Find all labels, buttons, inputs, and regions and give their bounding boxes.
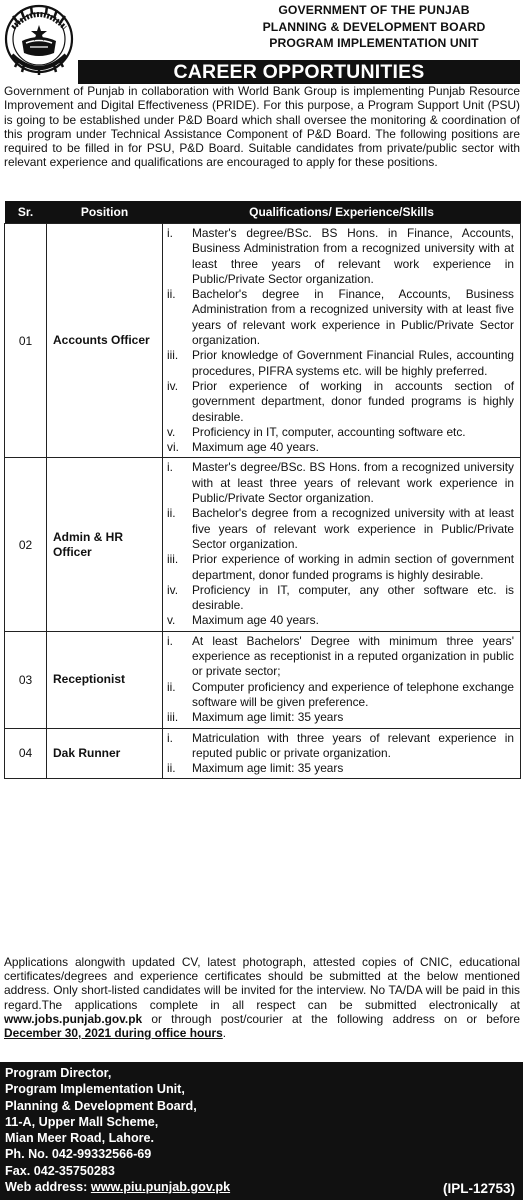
contact-line: Program Director,: [5, 1066, 112, 1080]
header-line-unit: PROGRAM IMPLEMENTATION UNIT: [269, 36, 479, 50]
qualification-number: vi.: [167, 440, 179, 455]
qualification-text: Maximum age limit: 35 years: [192, 761, 344, 776]
qualification-item: [167, 680, 514, 711]
table-row: [5, 728, 521, 779]
qualification-item: [167, 613, 514, 628]
row-qualifications: [163, 458, 521, 631]
contact-line: Planning & Development Board,: [5, 1098, 197, 1113]
qualification-text: Matriculation with three years of relevant experience in reputed public or private organization.: [192, 730, 514, 760]
header: [0, 0, 523, 60]
qualification-text: At least Bachelors' Degree with minimum three years' experience as receptionist in a reputed organization in public or private sector;: [192, 633, 514, 679]
qualification-item: [167, 379, 514, 425]
row-position: Dak Runner: [47, 728, 163, 779]
qualification-item: [167, 460, 514, 506]
header-line-board: PLANNING & DEVELOPMENT BOARD: [262, 19, 486, 34]
contact-phone: Ph. No. 042-99332566-69: [5, 1147, 152, 1162]
piu-website-link[interactable]: www.piu.punjab.gov.pk: [90, 1180, 231, 1195]
qualification-text: Bachelor's degree from a recognized university with at least five years of relevant work experience in Public/Private Sector organization.: [192, 506, 514, 551]
qualification-number: v.: [167, 424, 176, 439]
contact-block: [0, 1062, 523, 1200]
qualification-text: Prior knowledge of Government Financial Rules, accounting procedures, PIFRA systems etc. will be highly preferred.: [192, 348, 514, 378]
qualification-item: [167, 710, 514, 725]
row-position: Accounts Officer: [47, 224, 163, 458]
table-row: [5, 458, 521, 631]
contact-address: [5, 1065, 230, 1195]
qualification-text: Prior experience of working in admin section of government department, donor funded programs is highly desirable.: [192, 552, 514, 582]
qualification-item: [167, 761, 514, 776]
qualification-number: i.: [167, 460, 173, 475]
qualification-number: ii.: [167, 761, 176, 776]
qualification-number: iii.: [167, 552, 179, 567]
instructions-text-continued: or through post/courier at the following address on or before: [151, 1011, 520, 1026]
positions-table-body: [5, 224, 521, 779]
instructions-text: Applications alongwith updated CV, latest photograph, attested copies of CNIC, educational certificates/degrees and experience certificates should be submitted at the below mentioned address. Only short-listed candidates will be invited for the interview. No TA/DA will be paid in this regard.The applications complete in all respect can be submitted electronically at: [4, 955, 520, 1012]
header-qualifications: Qualifications/ Experience/Skills: [163, 201, 521, 224]
qualification-number: iii.: [167, 348, 179, 363]
qualification-number: ii.: [167, 287, 176, 302]
row-qualifications: [163, 631, 521, 728]
qualification-text: Prior experience of working in accounts section of government department, donor funded programs is highly desirable.: [192, 378, 514, 424]
application-instructions: [4, 955, 520, 1040]
qualification-number: ii.: [167, 506, 176, 521]
qualification-text: Computer proficiency and experience of telephone exchange software will be given preference.: [192, 679, 514, 709]
header-position: Position: [47, 201, 163, 224]
deadline: December 30, 2021 during office hours: [4, 1026, 223, 1041]
web-label: Web address:: [5, 1180, 88, 1195]
qualification-number: i.: [167, 633, 173, 648]
positions-table: [4, 201, 521, 779]
qualification-text: Maximum age 40 years.: [192, 613, 319, 628]
table-header-row: [5, 201, 521, 224]
qualification-text: Maximum age limit: 35 years: [192, 710, 344, 725]
table-row: [5, 631, 521, 728]
reference-number: (IPL-12753): [442, 1181, 515, 1196]
qualification-number: iii.: [167, 710, 179, 725]
qualification-number: ii.: [167, 679, 176, 694]
contact-line: 11-A, Upper Mall Scheme,: [5, 1114, 159, 1129]
instructions-end: .: [222, 1026, 227, 1041]
qualification-item: [167, 226, 514, 287]
qualification-item: [167, 634, 514, 680]
contact-web: [5, 1179, 230, 1195]
table-row: [5, 224, 521, 458]
header-sr: Sr.: [5, 201, 47, 224]
contact-fax: Fax. 042-35750283: [5, 1163, 115, 1178]
qualification-item: [167, 348, 514, 379]
qualification-number: iv.: [167, 582, 179, 597]
contact-line: Mian Meer Road, Lahore.: [5, 1131, 155, 1146]
row-position: Receptionist: [47, 631, 163, 728]
qualification-number: i.: [167, 226, 173, 240]
qualification-item: [167, 731, 514, 762]
qualification-number: v.: [167, 613, 176, 628]
header-line-government: GOVERNMENT OF THE PUNJAB: [278, 3, 470, 17]
qualification-item: [167, 506, 514, 552]
row-sr: 01: [5, 224, 47, 458]
career-opportunities-banner: CAREER OPPORTUNITIES: [78, 60, 520, 84]
contact-line: Program Implementation Unit,: [5, 1082, 185, 1097]
qualification-text: Bachelor's degree in Finance, Accounts, Business Administration from a recognized university with at least five years of relevant work experience in Public/Private Sector organization.: [192, 287, 514, 348]
jobs-portal-link[interactable]: www.jobs.punjab.gov.pk: [4, 1011, 143, 1026]
row-sr: 04: [5, 728, 47, 779]
header-title-block: [230, 2, 518, 52]
qualification-text: Proficiency in IT, computer, accounting software etc.: [192, 424, 466, 439]
row-sr: 03: [5, 631, 47, 728]
qualification-item: [167, 440, 514, 455]
qualification-item: [167, 552, 514, 583]
punjab-government-emblem-icon: [4, 3, 74, 77]
row-sr: 02: [5, 458, 47, 631]
row-qualifications: [163, 728, 521, 779]
qualification-number: iv.: [167, 378, 179, 393]
qualification-text: Master's degree/BSc. BS Hons. in Finance, Accounts, Business Administration from a recognized university with at least three years of relevant work experience in Public/Private Sector organization.: [192, 226, 514, 286]
qualification-item: [167, 425, 514, 440]
row-qualifications: [163, 224, 521, 458]
row-position: Admin & HR Officer: [47, 458, 163, 631]
intro-paragraph: Government of Punjab in collaboration with World Bank Group is implementing Punjab Resource Improvement and Digital Effectiveness (PRIDE). For this purpose, a Program Support Unit (PSU) is going to be established under P&D Board which shall oversee the monitoring & coordination of this program under Technical Assistance Component of P&D Board. The following positions are required to be filled in for PSU, P&D Board. Suitable candidates from private/public sector with relevant experience and qualifications are encouraged to apply for these positions.: [4, 84, 520, 170]
qualification-text: Maximum age 40 years.: [192, 440, 319, 455]
qualification-text: Master's degree/BSc. BS Hons. from a recognized university with at least three years of relevant work experience in Public/Private Sector organization.: [192, 460, 514, 506]
qualification-item: [167, 287, 514, 348]
qualification-number: i.: [167, 730, 173, 745]
qualification-item: [167, 583, 514, 614]
qualification-text: Proficiency in IT, computer, any other software etc. is desirable.: [192, 582, 514, 613]
